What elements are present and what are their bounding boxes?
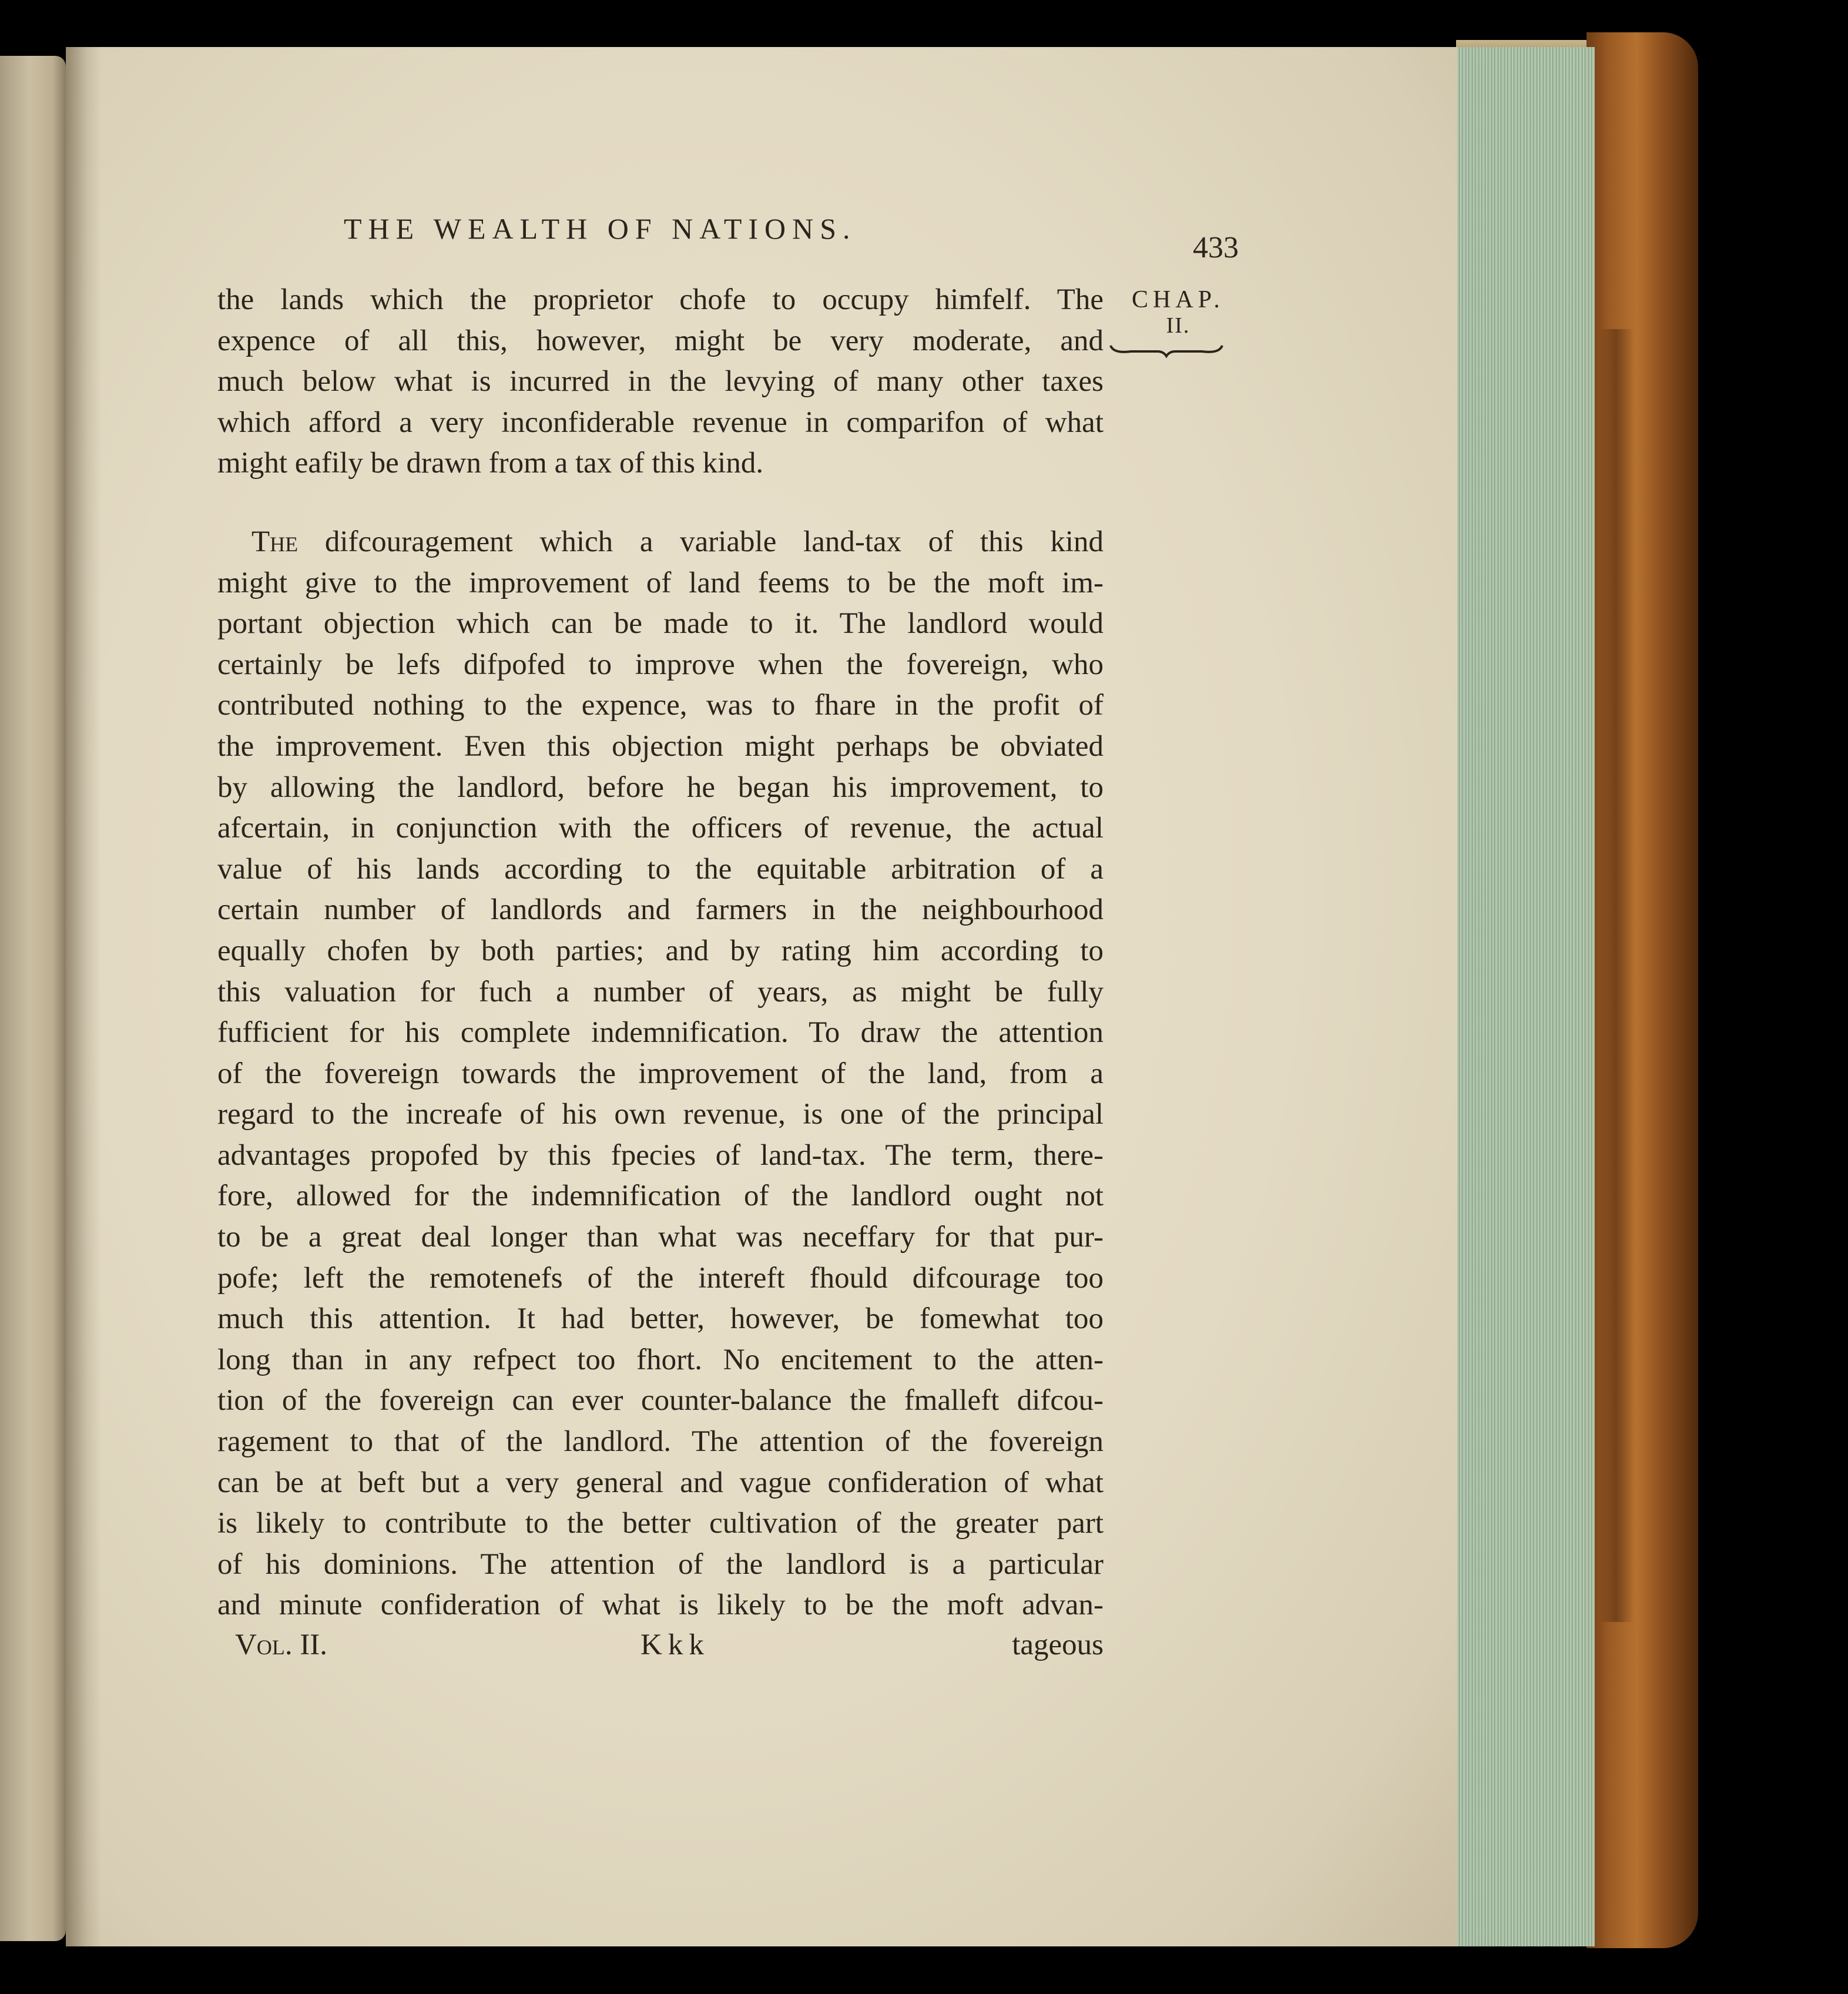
chapter-brace-ornament	[1108, 341, 1225, 358]
opening-word: The	[251, 525, 299, 558]
text-line: equally chofen by both parties; and by rating him according to	[217, 934, 1104, 967]
text-line: might give to the improvement of land feems to be the moft im-	[217, 566, 1104, 599]
opening-line-rest: difcouragement which a variable land-tax of this kind	[298, 525, 1104, 558]
text-line: fore, allowed for the indemnification of the landlord ought not	[217, 1179, 1104, 1213]
catchword: tageous	[1012, 1628, 1104, 1661]
chapter-number: II.	[1166, 313, 1190, 338]
text-line: which afford a very inconfiderable revenue in comparifon of what	[217, 405, 1104, 439]
text-line: this valuation for fuch a number of years, as might be fully	[217, 975, 1104, 1008]
previous-page-edge	[0, 56, 66, 1941]
text-line: by allowing the landlord, before he began his improvement, to	[217, 770, 1104, 804]
text-line: contributed nothing to the expence, was to fhare in the profit of	[217, 689, 1104, 722]
running-head: THE WEALTH OF NATIONS.	[344, 212, 857, 245]
paragraph-opening-line	[217, 522, 1104, 563]
text-line: fufficient for his complete indemnification. To draw the attention	[217, 1016, 1104, 1050]
text-line: the improvement. Even this objection might perhaps be obviated	[217, 729, 1104, 763]
text-line: long than in any refpect too fhort. No encitement to the atten-	[217, 1343, 1104, 1376]
text-line: much below what is incurred in the levying of many other taxes	[217, 365, 1104, 398]
text-line: of the fovereign towards the improvement of the land, from a	[217, 1057, 1104, 1090]
text-line: might eafily be drawn from a tax of this kind.	[217, 447, 764, 480]
text-line: the lands which the proprietor chofe to occupy himfelf. The	[217, 283, 1104, 316]
page-number: 433	[1193, 231, 1239, 264]
text-line: pofe; left the remotenefs of the intereft fhould difcourage too	[217, 1261, 1104, 1295]
text-line: value of his lands according to the equitable arbitration of a	[217, 852, 1104, 886]
text-line: certain number of landlords and farmers in the neighbourhood	[217, 893, 1104, 927]
gutter-shadow	[66, 47, 101, 1946]
volume-label: Vol. II.	[235, 1628, 328, 1661]
text-line: can be at beft but a very general and vague confideration of what	[217, 1466, 1104, 1499]
body-text	[217, 280, 1104, 1626]
paragraph-gap	[217, 484, 1104, 522]
page-footer	[235, 1628, 1104, 1663]
chapter-margin-note	[1125, 287, 1231, 339]
text-line: tion of the fovereign can ever counter-balance the fmalleft difcou-	[217, 1384, 1104, 1417]
text-line: and minute confideration of what is likely to be the moft advan-	[217, 1589, 1104, 1622]
text-line: to be a great deal longer than what was neceffary for that pur-	[217, 1221, 1104, 1254]
text-line: advantages propofed by this fpecies of land-tax. The term, there-	[217, 1138, 1104, 1172]
cover-wear	[1598, 329, 1634, 1622]
text-line: portant objection which can be made to it. The landlord would	[217, 607, 1104, 641]
text-line: ragement to that of the landlord. The attention of the fovereign	[217, 1425, 1104, 1459]
signature-mark: Kkk	[640, 1628, 710, 1661]
text-line: of his dominions. The attention of the landlord is a particular	[217, 1547, 1104, 1581]
text-line: afcertain, in conjunction with the officers of revenue, the actual	[217, 812, 1104, 845]
text-line: regard to the increafe of his own revenue, is one of the principal	[217, 1098, 1104, 1131]
chapter-label: CHAP.	[1132, 286, 1225, 313]
text-line: certainly be lefs difpofed to improve when the fovereign, who	[217, 648, 1104, 681]
fore-edge-pages	[1456, 47, 1595, 1946]
text-line: is likely to contribute to the better cultivation of the greater part	[217, 1507, 1104, 1540]
text-line: expence of all this, however, might be very moderate, and	[217, 324, 1104, 357]
text-line: much this attention. It had better, however, be fomewhat too	[217, 1302, 1104, 1336]
